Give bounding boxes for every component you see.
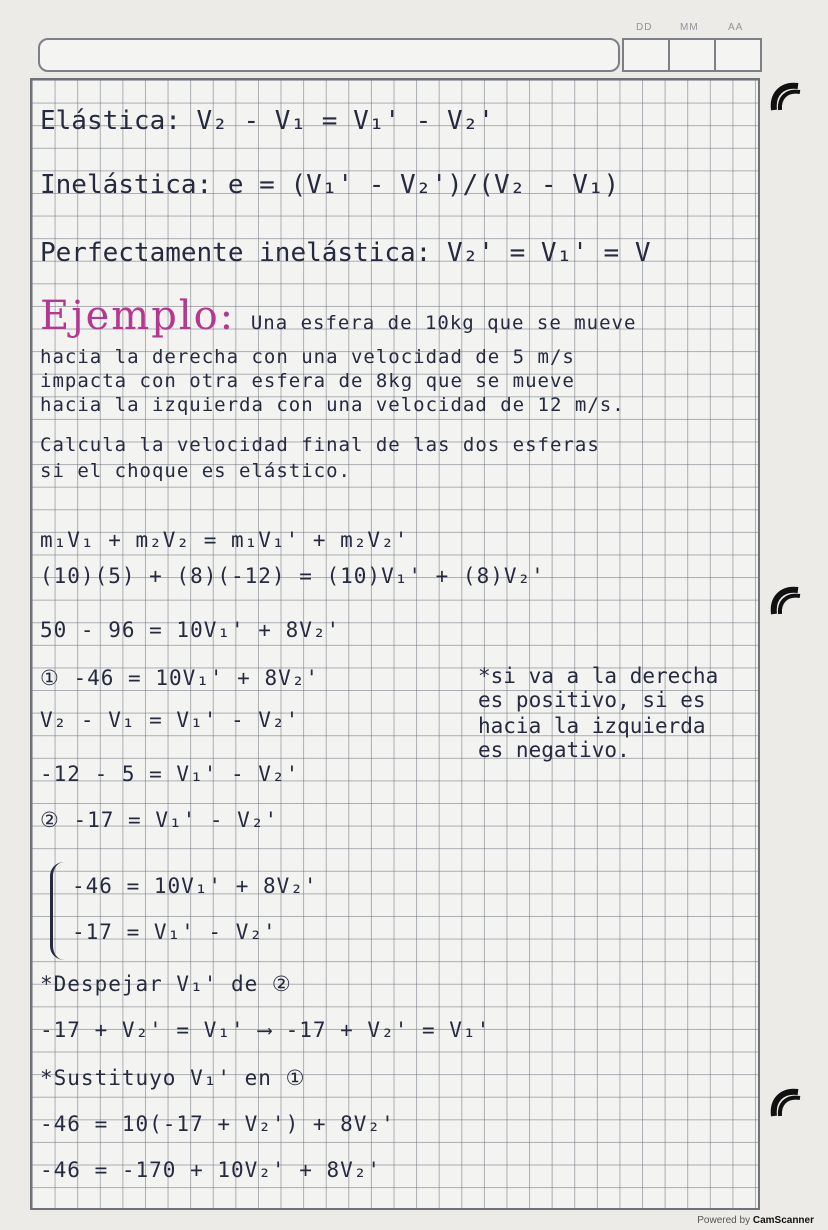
solution-line: V₂ - V₁ = V₁' - V₂': [40, 708, 300, 732]
equation-one: ① -46 = 10V₁' + 8V₂': [40, 666, 320, 690]
question-line: Calcula la velocidad final de las dos esferas: [40, 434, 600, 456]
problem-line: Una esfera de 10kg que se mueve: [250, 312, 637, 334]
side-note-line: es negativo.: [478, 738, 630, 762]
equation-two: ② -17 = V₁' - V₂': [40, 808, 279, 832]
example-title: Ejemplo:: [40, 293, 236, 339]
grid-paper-page: [30, 78, 760, 1210]
solution-line: 50 - 96 = 10V₁' + 8V₂': [40, 618, 341, 642]
side-note-line: *si va a la derecha: [478, 664, 719, 688]
powered-by-text: Powered by: [697, 1215, 751, 1226]
example-heading-line: [40, 293, 637, 339]
binder-ring-icon: [770, 80, 804, 114]
date-label-day: DD: [636, 22, 653, 33]
system-brace: [50, 862, 71, 960]
solution-line: (10)(5) + (8)(-12) = (10)V₁' + (8)V₂': [40, 564, 545, 588]
scanner-footer: [697, 1215, 814, 1226]
binder-ring-icon: [770, 584, 804, 618]
formula-perfectly-inelastic: Perfectamente inelástica: V₂' = V₁' = V: [40, 238, 651, 268]
header-title-field: [38, 38, 620, 72]
side-note-line: es positivo, si es: [478, 688, 706, 712]
date-label-month: MM: [680, 22, 699, 33]
system-line: -17 = V₁' - V₂': [72, 920, 277, 944]
problem-line: hacia la derecha con una velocidad de 5 m/s: [40, 346, 575, 368]
side-note-line: hacia la izquierda: [478, 714, 706, 738]
formula-elastic: Elástica: V₂ - V₁ = V₁' - V₂': [40, 106, 494, 136]
scanner-brand: CamScanner: [752, 1215, 814, 1226]
date-label-year: AA: [728, 22, 744, 33]
binder-ring-icon: [770, 1086, 804, 1120]
date-box-month: [668, 38, 716, 72]
step-line: *Sustituyo V₁' en ①: [40, 1066, 306, 1090]
problem-line: impacta con otra esfera de 8kg que se mueve: [40, 370, 575, 392]
system-line: -46 = 10V₁' + 8V₂': [72, 874, 318, 898]
date-box-day: [622, 38, 670, 72]
solution-line: m₁V₁ + m₂V₂ = m₁V₁' + m₂V₂': [40, 528, 409, 552]
question-line: si el choque es elástico.: [40, 460, 351, 482]
step-line: -46 = 10(-17 + V₂') + 8V₂': [40, 1112, 395, 1136]
solution-line: -12 - 5 = V₁' - V₂': [40, 762, 300, 786]
step-line: -17 + V₂' = V₁' ⟶ -17 + V₂' = V₁': [40, 1018, 491, 1042]
step-line: -46 = -170 + 10V₂' + 8V₂': [40, 1158, 382, 1182]
formula-inelastic: Inelástica: e = (V₁' - V₂')/(V₂ - V₁): [40, 170, 620, 200]
problem-line: hacia la izquierda con una velocidad de 12 m/s.: [40, 394, 625, 416]
step-line: *Despejar V₁' de ②: [40, 972, 292, 996]
date-box-year: [714, 38, 762, 72]
